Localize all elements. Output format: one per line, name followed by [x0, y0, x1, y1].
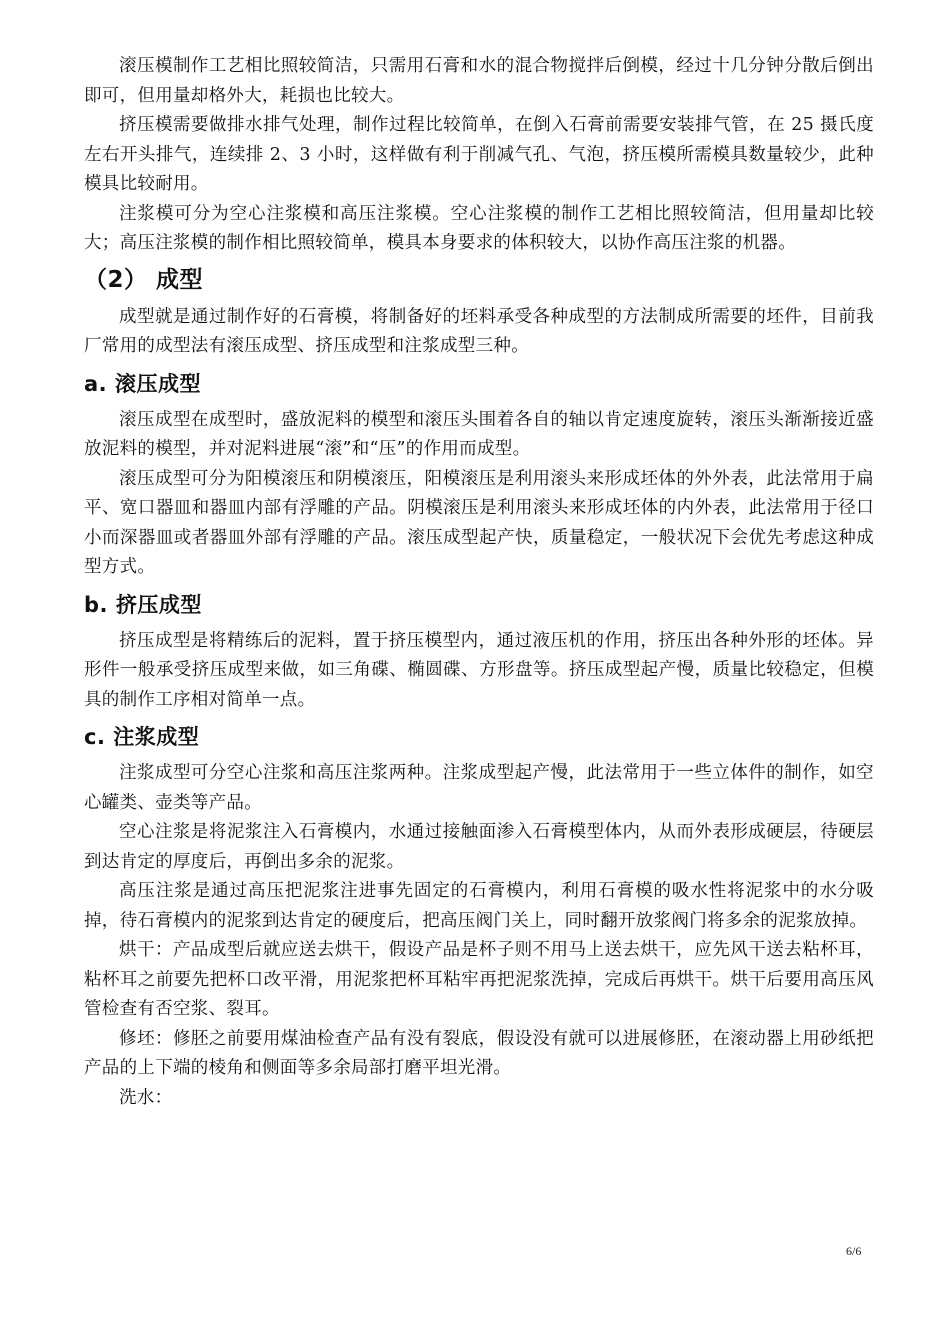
- paragraph-washing: 洗水：: [119, 1087, 173, 1108]
- paragraph-roller-forming-1: 滚压成型在成型时，盛放泥料的模型和滚压头围着各自的轴以肯定速度旋转，滚压头渐渐接近盛放泥料的模型，并对泥料进展“滚”和“压”的作用而成型。: [84, 409, 874, 459]
- paragraph-pressure-casting: 高压注浆是通过高压把泥浆注进事先固定的石膏模内，利用石膏模的吸水性将泥浆中的水分吸掉，待石膏模内的泥浆到达肯定的硬度后，把高压阀门关上，同时翻开放浆阀门将多余的泥浆放掉。: [84, 881, 874, 931]
- paragraph-drying: 烘干：产品成型后就应送去烘干，假设产品是杯子则不用马上送去烘干，应先风干送去粘杯耳，粘杯耳之前要先把杯口改平滑，用泥浆把杯耳粘牢再把泥浆洗掉，完成后再烘干。烘干后要用高压风管检查有否空浆、裂耳。: [84, 940, 874, 1019]
- paragraph-extrusion-forming: 挤压成型是将精练后的泥料，置于挤压模型内，通过液压机的作用，挤压出各种外形的坯体。异形件一般承受挤压成型来做，如三角碟、椭圆碟、方形盘等。挤压成型起产慢，质量比较稳定，但模具的制作工序相对简单一点。: [84, 630, 874, 710]
- paragraph-hollow-casting: 空心注浆是将泥浆注入石膏模内，水通过接触面渗入石膏模型体内，从而外表形成硬层，待硬层到达肯定的厚度后，再倒出多余的泥浆。: [84, 822, 874, 872]
- page-number: 6/6: [846, 1244, 862, 1258]
- paragraph-extrusion-mold: 挤压模需要做排水排气处理，制作过程比较简单，在倒入石膏前需要安装排气管，在 25 摄氏度左右开头排气，连续排 2、3 小时，这样做有利于削减气孔、气泡，挤压模所需模具数量较少，此种模具比较耐用。: [84, 115, 874, 194]
- paragraph-slip-casting-1: 注浆成型可分空心注浆和高压注浆两种。注浆成型起产慢，此法常用于一些立体件的制作，如空心罐类、壶类等产品。: [84, 763, 874, 813]
- paragraph-trimming: 修坯：修胚之前要用煤油检查产品有没有裂底，假设没有就可以进展修胚，在滚动器上用砂纸把产品的上下端的棱角和侧面等多余局部打磨平坦光滑。: [84, 1028, 874, 1078]
- paragraph-roller-forming-2: 滚压成型可分为阳模滚压和阴模滚压，阳模滚压是利用滚头来形成坯体的外外表，此法常用于扁平、宽口器皿和器皿内部有浮雕的产品。阴模滚压是利用滚头来形成坯体的内外表，此法常用于径口小而深器皿或者器皿外部有浮雕的产品。滚压成型起产快，质量稳定，一般状况下会优先考虑这种成型方式。: [84, 468, 874, 577]
- subsection-heading-roller-forming: a. 滚压成型: [84, 371, 201, 396]
- subsection-heading-extrusion-forming: b. 挤压成型: [84, 592, 202, 617]
- section-heading-forming: （2） 成型: [84, 266, 204, 293]
- paragraph-forming-intro: 成型就是通过制作好的石膏模，将制备好的坯料承受各种成型的方法制成所需要的坯件，目前我厂常用的成型法有滚压成型、挤压成型和注浆成型三种。: [84, 306, 874, 356]
- paragraph-slip-mold: 注浆模可分为空心注浆模和高压注浆模。空心注浆模的制作工艺相比照较简洁，但用量却比较大；高压注浆模的制作相比照较简单，模具本身要求的体积较大，以协作高压注浆的机器。: [84, 203, 874, 253]
- paragraph-roller-mold: 滚压模制作工艺相比照较简洁，只需用石膏和水的混合物搅拌后倒模，经过十几分钟分散后倒出即可，但用量却格外大，耗损也比较大。: [84, 56, 874, 106]
- document-page: [84, 52, 874, 1113]
- subsection-heading-slip-casting: c. 注浆成型: [84, 725, 200, 749]
